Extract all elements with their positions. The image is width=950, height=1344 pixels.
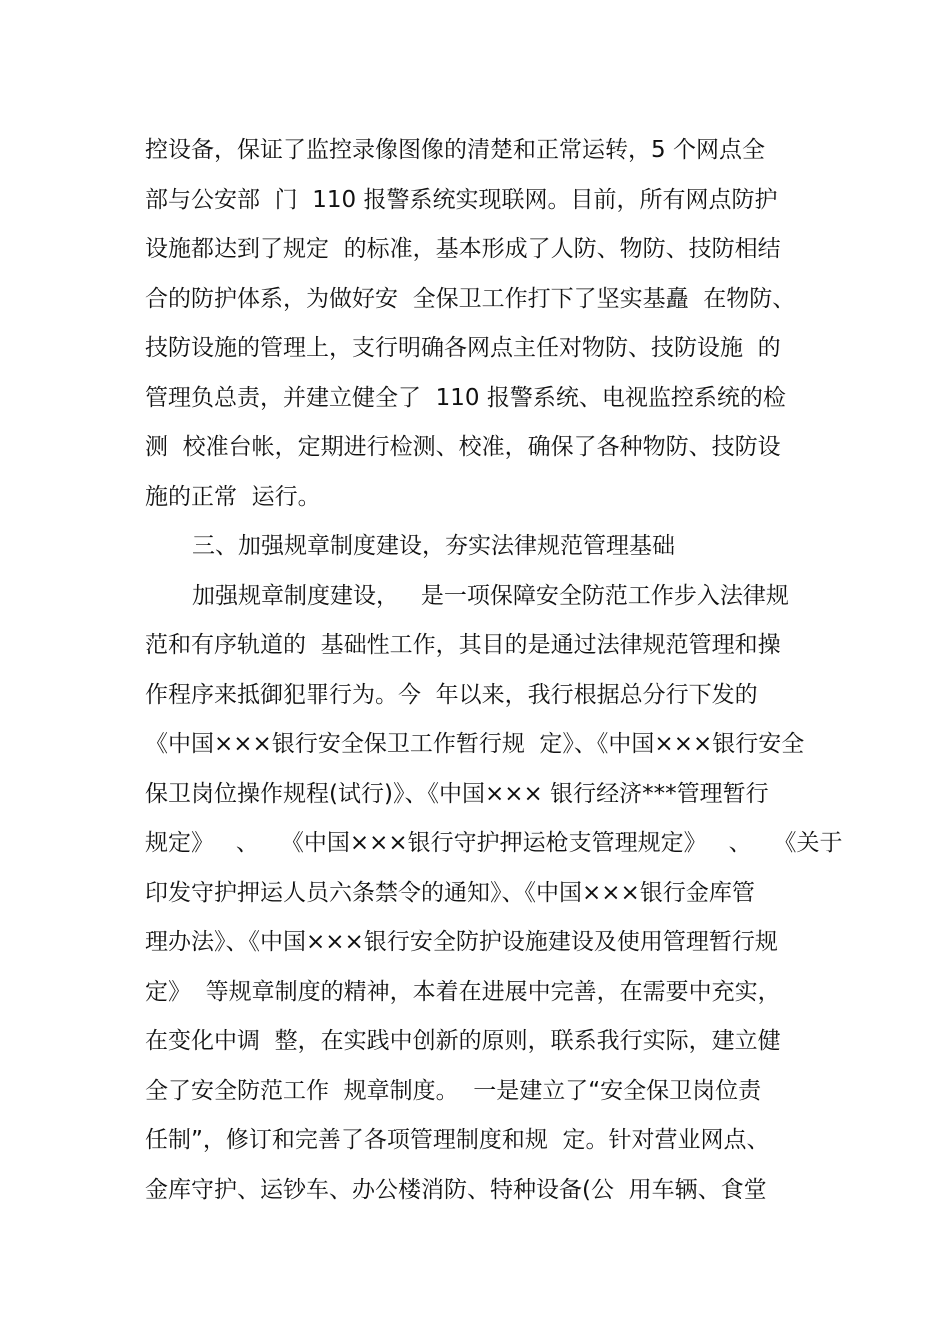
text-line: 作程序来抵御犯罪行为。今 年以来，我行根据总分行下发的 [145,681,758,708]
text-line: 金库守护、运钞车、办公楼消防、特种设备(公 用车辆、食堂 [145,1176,767,1203]
paragraph-start: 加强规章制度建设， 是一项保障安全防范工作步入法律规 [192,582,789,609]
text-line: 合的防护体系，为做好安 全保卫工作打下了坚实基矗 在物防、 [145,285,796,312]
text-line: 定》 等规章制度的精神，本着在进展中完善，在需要中充实， [145,978,781,1005]
text-line: 测 校准台帐，定期进行检测、校准，确保了各种物防、技防设 [145,434,781,460]
text-line: 规定》 、 《中国×××银行守护押运枪支管理规定》 、 《关于 [145,830,843,856]
text-line: 范和有序轨道的 基础性工作，其目的是通过法律规范管理和操 [145,632,781,658]
text-line: 理办法》、《中国×××银行安全防护设施建设及使用管理暂行规 [145,929,778,955]
text-line: 印发守护押运人员六条禁令的通知》、《中国×××银行金库管 [145,879,755,906]
text-line: 控设备，保证了监控录像图像的清楚和正常运转，5 个网点全 [145,137,765,163]
text-line: 任制”，修订和完善了各项管理制度和规 定。针对营业网点、 [145,1127,770,1153]
text-line: 全了安全防范工作 规章制度。 一是建立了“安全保卫岗位责 [145,1077,762,1104]
text-line: 保卫岗位操作规程(试行)》、《中国××× 银行经济***管理暂行 [145,780,769,807]
text-line: 《中国×××银行安全保卫工作暂行规 定》、《中国×××银行安全 [145,731,805,757]
text-line: 设施都达到了规定 的标准，基本形成了人防、物防、技防相结 [145,236,781,262]
text-line: 在变化中调 整，在实践中创新的原则，联系我行实际，建立健 [145,1028,781,1054]
text-line: 部与公安部 门 110 报警系统实现联网。目前，所有网点防护 [145,186,778,213]
section-heading: 三、加强规章制度建设，夯实法律规范管理基础 [192,533,675,559]
text-line: 技防设施的管理上，支行明确各网点主任对物防、技防设施 的 [145,335,781,361]
body-text [145,126,843,1215]
text-line: 施的正常 运行。 [145,483,321,510]
text-line: 管理负总责，并建立健全了 110 报警系统、电视监控系统的检 [145,384,786,411]
